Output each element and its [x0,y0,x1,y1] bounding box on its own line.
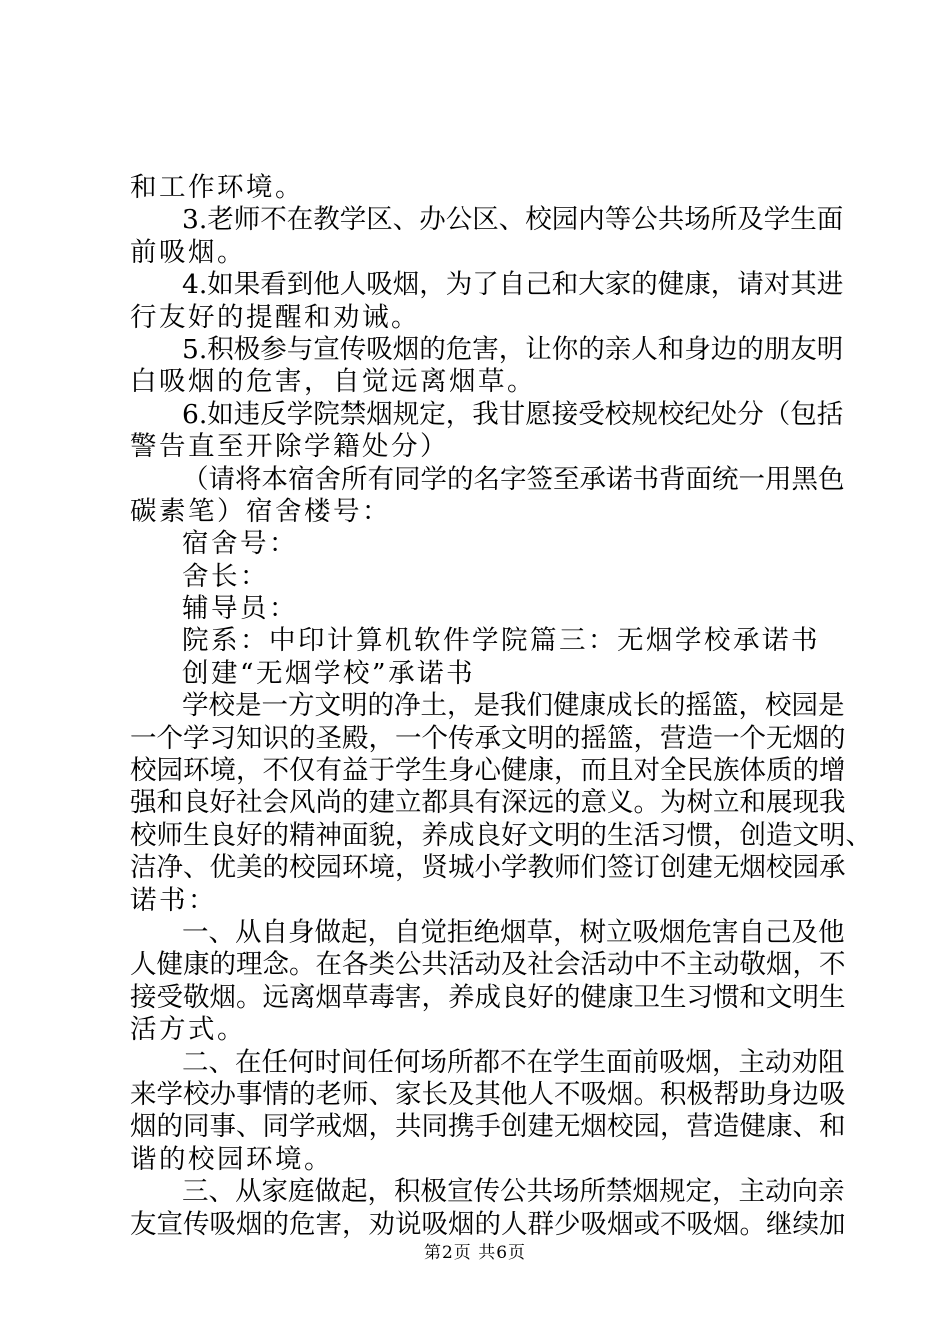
text-line: 谐的校园环境。 [130,1143,333,1175]
text-line: 友宣传吸烟的危害，劝说吸烟的人群少吸烟或不吸烟。继续加 [130,1208,846,1240]
text-line: 4.如果看到他人吸烟，为了自己和大家的健康，请对其进 [182,269,844,301]
text-line: 行友好的提醒和劝诫。 [130,301,420,333]
text-line: 来学校办事情的老师、家长及其他人不吸烟。积极帮助身边吸 [130,1078,846,1110]
text-line: 和工作环境。 [130,172,304,203]
text-line: （请将本宿舍所有同学的名字签至承诺书背面统一用黑色 [182,463,845,495]
text-line: 洁净、优美的校园环境，贤城小学教师们签订创建无烟校园承 [130,852,846,884]
text-line: 5.积极参与宣传吸烟的危害，让你的亲人和身边的朋友明 [182,333,844,365]
text-line: 警告直至开除学籍处分） [130,431,449,463]
text-line: 前吸烟。 [130,236,246,268]
text-line: 一、从自身做起，自觉拒绝烟草，树立吸烟危害自己及他 [182,916,845,948]
text-line: 校师生良好的精神面貌，养成良好文明的生活习惯，创造文明、 [130,819,872,851]
text-line: 接受敬烟。远离烟草毒害，养成良好的健康卫生习惯和文明生 [130,981,846,1013]
text-line: 宿舍号： [182,528,298,560]
text-line: 舍长： [182,560,269,592]
text-line: 一个学习知识的圣殿，一个传承文明的摇篮，营造一个无烟的 [130,722,846,754]
text-line: 白吸烟的危害，自觉远离烟草。 [130,366,536,398]
page-footer: 第2页 共6页 [423,1243,527,1263]
text-line: 烟的同事、同学戒烟，共同携手创建无烟校园，营造健康、和 [130,1111,846,1143]
text-line: 学校是一方文明的净土，是我们健康成长的摇篮，校园是 [182,690,845,722]
text-line: 院系：中印计算机软件学院篇三：无烟学校承诺书 [182,625,820,657]
text-line: 3.老师不在教学区、办公区、校园内等公共场所及学生面 [182,204,844,236]
text-line: 强和良好社会风尚的建立都具有深远的意义。为树立和展现我 [130,787,846,819]
text-line: 人健康的理念。在各类公共活动及社会活动中不主动敬烟，不 [130,949,846,981]
text-line: 创建“无烟学校”承诺书 [182,657,476,689]
text-line: 三、从家庭做起，积极宣传公共场所禁烟规定，主动向亲 [182,1176,845,1208]
text-line: 碳素笔）宿舍楼号： [130,495,391,527]
document-body [130,172,872,1241]
text-line: 6.如违反学院禁烟规定，我甘愿接受校规校纪处分（包括 [182,398,844,430]
text-line: 校园环境，不仅有益于学生身心健康，而且对全民族体质的增 [130,755,846,787]
text-line: 诺书： [130,884,217,916]
text-line: 二、在任何时间任何场所都不在学生面前吸烟，主动劝阻 [182,1046,845,1078]
text-line: 活方式。 [130,1014,246,1046]
text-line: 辅导员： [182,593,298,625]
